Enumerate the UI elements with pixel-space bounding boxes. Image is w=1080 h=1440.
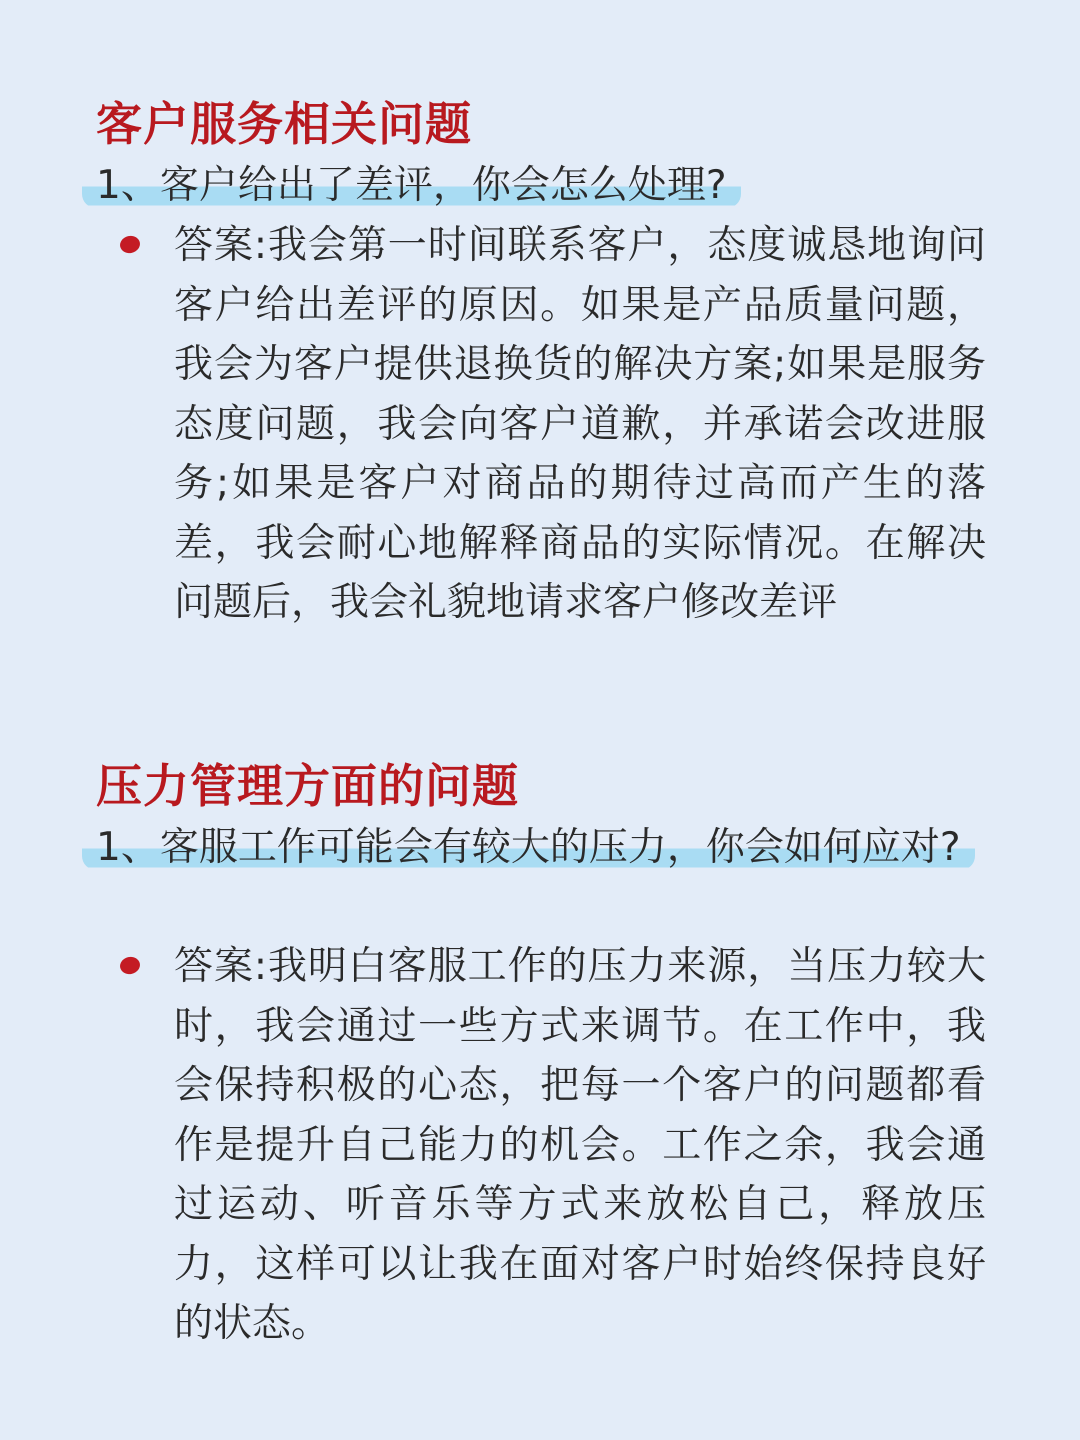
section-title-customer-service: 客户服务相关问题 <box>96 97 472 151</box>
section-title-stress-management: 压力管理方面的问题 <box>96 759 519 813</box>
question-bad-review <box>96 156 996 216</box>
question-text: 1、客服工作可能会有较大的压力，你会如何应对? <box>82 825 975 870</box>
question-text: 1、客户给出了差评，你会怎么处理? <box>82 163 741 208</box>
bullet-dot-icon <box>118 234 141 255</box>
bullet-dot-icon <box>118 955 141 976</box>
answer-stress: 答案:我明白客服工作的压力来源，当压力较大时，我会通过一些方式来调节。在工作中，我会保持积极的心态，把每一个客户的问题都看作是提升自己能力的机会。工作之余，我会通过运动、听音乐等方式来放松自己，释放压力，这样可以让我在面对客户时始终保持良好的状态。 <box>174 944 986 1346</box>
question-stress <box>96 818 996 878</box>
answer-bad-review: 答案:我会第一时间联系客户，态度诚恳地询问客户给出差评的原因。如果是产品质量问题，我会为客户提供退换货的解决方案;如果是服务态度问题，我会向客户道歉，并承诺会改进服务;如果是客户对商品的期待过高而产生的落差，我会耐心地解释商品的实际情况。在解决问题后，我会礼貌地请求客户修改差评 <box>174 223 986 625</box>
